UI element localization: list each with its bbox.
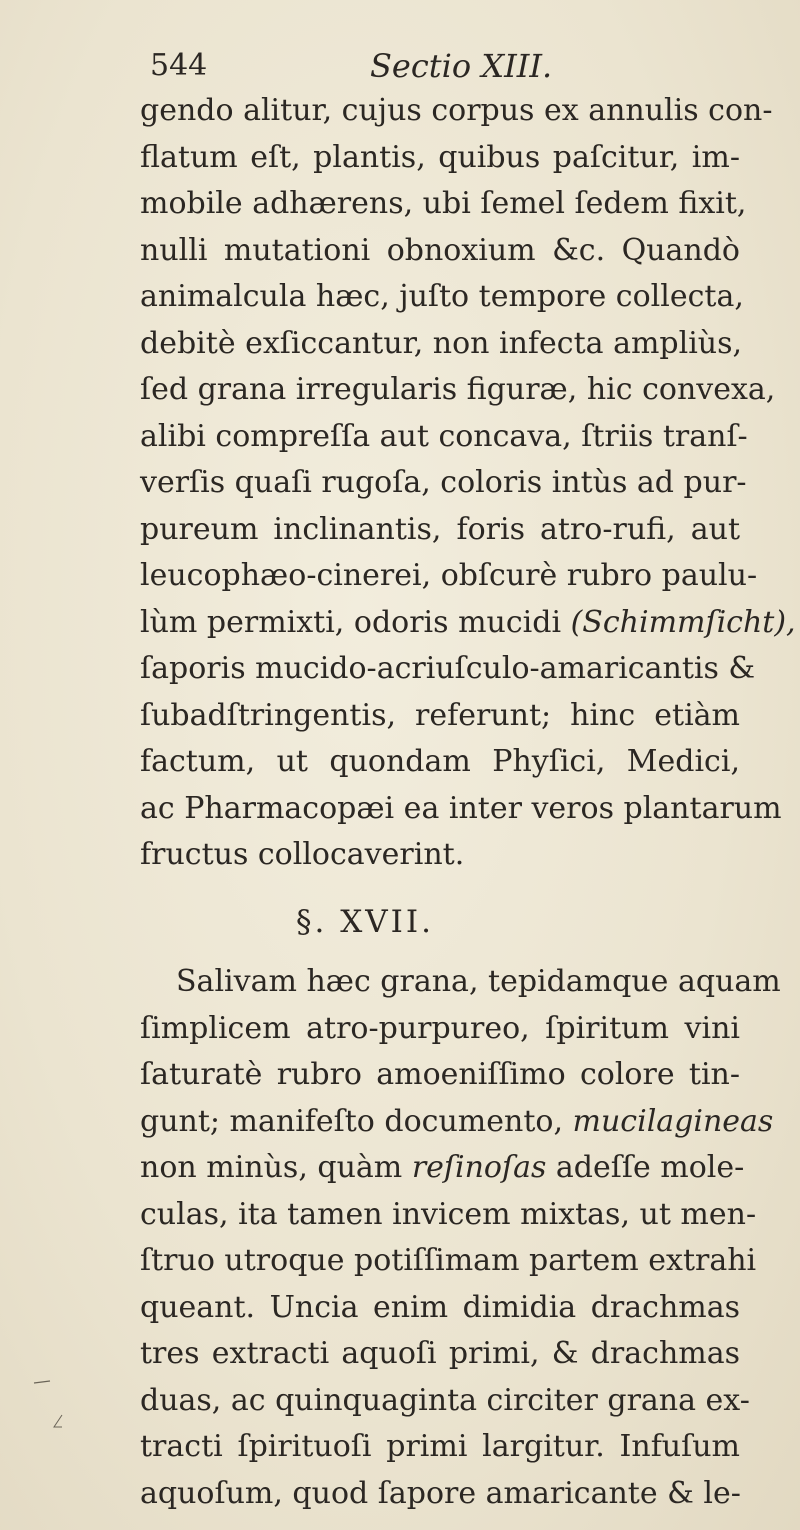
section-heading: §. XVII. (295, 903, 434, 940)
text-line: animalcula hæc, juſto tempore collecta, (140, 279, 744, 314)
text-line: tres extracti aquoſi primi, & drachmas (140, 1336, 740, 1371)
text-line: ſtruo utroque potiſſimam partem extrahi (140, 1243, 757, 1278)
text-line: gendo alitur, cujus corpus ex annulis con- (140, 93, 773, 128)
text-line: ſaturatè rubro amoeniſſimo colore tin- (140, 1057, 740, 1092)
italic-term: mucilagineas (572, 1103, 774, 1139)
text-line: alibi compreſſa aut concava, ſtriis tranſ- (140, 418, 748, 454)
text-line: flatum eſt, plantis, quibus paſcitur, im- (140, 139, 740, 175)
paragraph-1 (140, 88, 796, 879)
paragraph-2 (140, 959, 781, 1517)
text-line: ſaporis mucido-acriuſculo-amaricantis & (140, 651, 756, 686)
italic-term: (Schimmſicht), (570, 604, 796, 640)
text-segment: non minùs, quàm (140, 1150, 403, 1185)
page-header (150, 42, 710, 90)
text-line: mobile adhærens, ubi ſemel ſedem fixit, (140, 186, 747, 221)
text-line: duas, ac quinquaginta circiter grana ex- (140, 1382, 750, 1418)
text-line: ſimplicem atro-purpureo, ſpiritum vini (140, 1010, 740, 1046)
text-segment: gunt; manifeſto documento, (140, 1103, 563, 1139)
text-line: aquoſum, quod ſapore amaricante & le- (140, 1475, 741, 1511)
text-line: Salivam hæc grana, tepidamque aquam (176, 964, 781, 999)
text-line: debitè exſiccantur, non infecta ampliùs, (140, 325, 743, 361)
text-line: ſed grana irregularis figuræ, hic convexa, (140, 372, 776, 407)
text-line: ac Pharmacopæi ea inter veros plantarum (140, 790, 782, 826)
italic-term: reſinoſas (411, 1150, 547, 1185)
text-line: culas, ita tamen invicem mixtas, ut men- (140, 1196, 757, 1232)
text-line: pureum inclinantis, foris atro-rufi, aut (140, 511, 740, 547)
page-number: 544 (150, 48, 208, 83)
running-head: Sectio XIII. (370, 47, 553, 85)
text-segment: adeſſe mole- (555, 1150, 745, 1185)
text-line: nulli mutationi obnoxium &c. Quandò (140, 232, 740, 268)
text-line: verſis quaſi rugoſa, coloris intùs ad pur- (140, 465, 747, 500)
text-line-mixed (140, 1099, 774, 1146)
text-line: ſubadſtringentis, referunt; hinc etiàm (140, 697, 740, 733)
text-line: factum, ut quondam Phyſici, Medici, (140, 744, 740, 779)
margin-pencil-marks (32, 1375, 92, 1455)
text-segment: lùm permixti, odoris mucidi (140, 604, 562, 640)
body-text (140, 88, 796, 1517)
text-line: queant. Uncia enim dimidia drachmas (140, 1289, 740, 1325)
text-line: tracti ſpirituoſi primi largitur. Infuſum (140, 1429, 740, 1464)
text-line-mixed (140, 600, 796, 647)
text-line: fructus collocaverint. (140, 837, 465, 872)
text-line: leucophæo-cinerei, obſcurè rubro paulu- (140, 558, 758, 593)
text-line-mixed (140, 1145, 745, 1192)
